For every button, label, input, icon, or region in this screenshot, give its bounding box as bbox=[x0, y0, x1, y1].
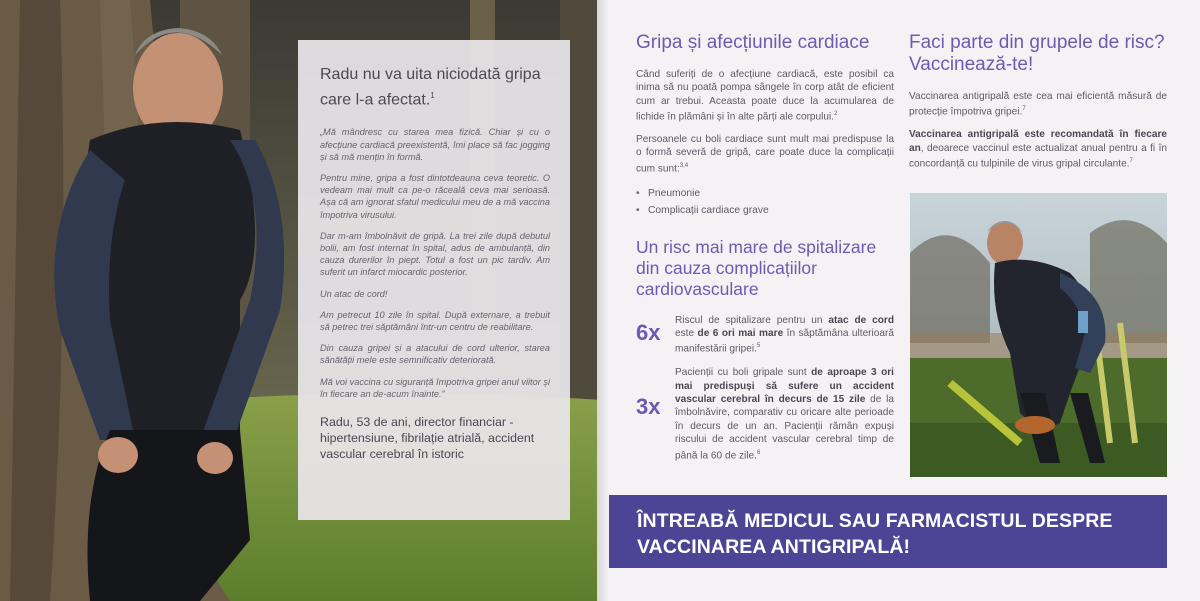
stat-text: Pacienții cu boli gripale sunt de aproape 3 ori mai predispuși să sufere un accident vascular cerebral în decurs de 15 zile de la îmbolnăvire, comparativ cu oricare alte perioade în decurs de un an. Pacienții rămân expuși riscului de accident vascular cerebral timp de până la 60 de zile.$^6$ bbox=[675, 367, 894, 461]
testimonial-card bbox=[298, 40, 570, 520]
call-to-action-banner bbox=[605, 495, 1167, 568]
list-item: • Complicații cardiace grave bbox=[636, 202, 894, 219]
risk-group-heading: Faci parte din grupele de risc? Vaccinează-te! bbox=[909, 32, 1165, 75]
testimonial-paragraph: Din cauza gripei și a atacului de cord ulterior, starea sănătății mele este semnificativ deteriorată. bbox=[320, 343, 550, 366]
testimonial-paragraph: Un atac de cord! bbox=[320, 288, 388, 299]
banner-line-1: ÎNTREABĂ MEDICUL SAU FARMACISTUL DESPRE bbox=[637, 510, 1113, 532]
flu-heart-paragraph-2: Persoanele cu boli cardiace sunt mult mai predispuse la o formă severă de gripă, care poate duce la complicații cum sunt:$^{3,4}$ bbox=[636, 133, 894, 175]
column-right bbox=[909, 32, 1167, 180]
vaccine-paragraph-2: Vaccinarea antigripală este recomandată în fiecare an, deoarece vaccinul este actualizat anual pentru a fi în concordanță cu tulpinile de virus gripal circulante.$^7$ bbox=[909, 129, 1167, 170]
testimonial-paragraph: Pentru mine, gripa a fost dintotdeauna ceva teoretic. O vedeam mai mult ca pe-o răceală ceva mai serioasă. Așa că am ignorat sfatul medicului meu de a mă vaccina împotriva virusului. bbox=[320, 172, 550, 220]
testimonial-signature: Radu, 53 de ani, director financiar - hipertensiune, fibrilație atrială, accident vascular cerebral în istoric bbox=[320, 414, 535, 461]
page-fold bbox=[597, 0, 609, 601]
testimonial-title: Radu nu va uita niciodată gripa care l-a afectat.$^1$ bbox=[320, 66, 541, 109]
runner-tying-shoe-photo bbox=[910, 193, 1167, 477]
testimonial-paragraph: Am petrecut 10 zile în spital. După externare, a trebuit să petrec trei săptămâni într-un centru de reabilitare. bbox=[320, 309, 550, 332]
stat-text: Riscul de spitalizare pentru un atac de cord este de 6 ori mai mare în săptămâna ulterioară manifestării gripei.$^5$ bbox=[675, 314, 894, 355]
stat-stroke bbox=[636, 366, 894, 462]
stat-number: 6x bbox=[636, 319, 661, 345]
testimonial-paragraph: Mă voi vaccina cu siguranță împotriva gripei anul viitor și în fiecare an de-acum înainte.” bbox=[320, 376, 550, 399]
banner-line-2: VACCINAREA ANTIGRIPALĂ! bbox=[637, 536, 911, 558]
list-item: • Pneumonie bbox=[636, 185, 894, 202]
complications-list bbox=[636, 185, 894, 219]
testimonial-paragraph: Dar m-am îmbolnăvit de gripă. La trei zile după debutul bolii, am fost internat în spital, adus de ambulanță, din cauza durerilor în piept. Totul a fost un pic tardiv. Am suferit un infarct miocardic posterior. bbox=[320, 230, 550, 278]
column-left bbox=[636, 32, 894, 472]
right-page bbox=[603, 0, 1200, 601]
flu-heart-paragraph-1: Când suferiți de o afecțiune cardiacă, este posibil ca inima să nu poată pompa sângele în corp atât de eficient cum ar trebui. Aceasta poate duce la acumularea de lichide în plămâni și în alte părți ale corpului.$^2$ bbox=[636, 69, 894, 123]
flu-heart-heading: Gripa și afecțiunile cardiace bbox=[636, 32, 870, 53]
stat-number: 3x bbox=[636, 394, 661, 420]
testimonial-paragraph: „Mă mândresc cu starea mea fizică. Chiar și cu o afecțiune cardiacă preexistentă, îmi place să fac jogging și să mă mențin în formă. bbox=[320, 127, 550, 162]
hospitalization-risk-heading: Un risc mai mare de spitalizare din cauza complicațiilor cardiovasculare bbox=[636, 236, 877, 299]
stat-heart-attack bbox=[636, 314, 894, 357]
vaccine-paragraph-1: Vaccinarea antigripală este cea mai eficientă măsură de protecție împotriva gripei.$^7$ bbox=[909, 91, 1167, 118]
